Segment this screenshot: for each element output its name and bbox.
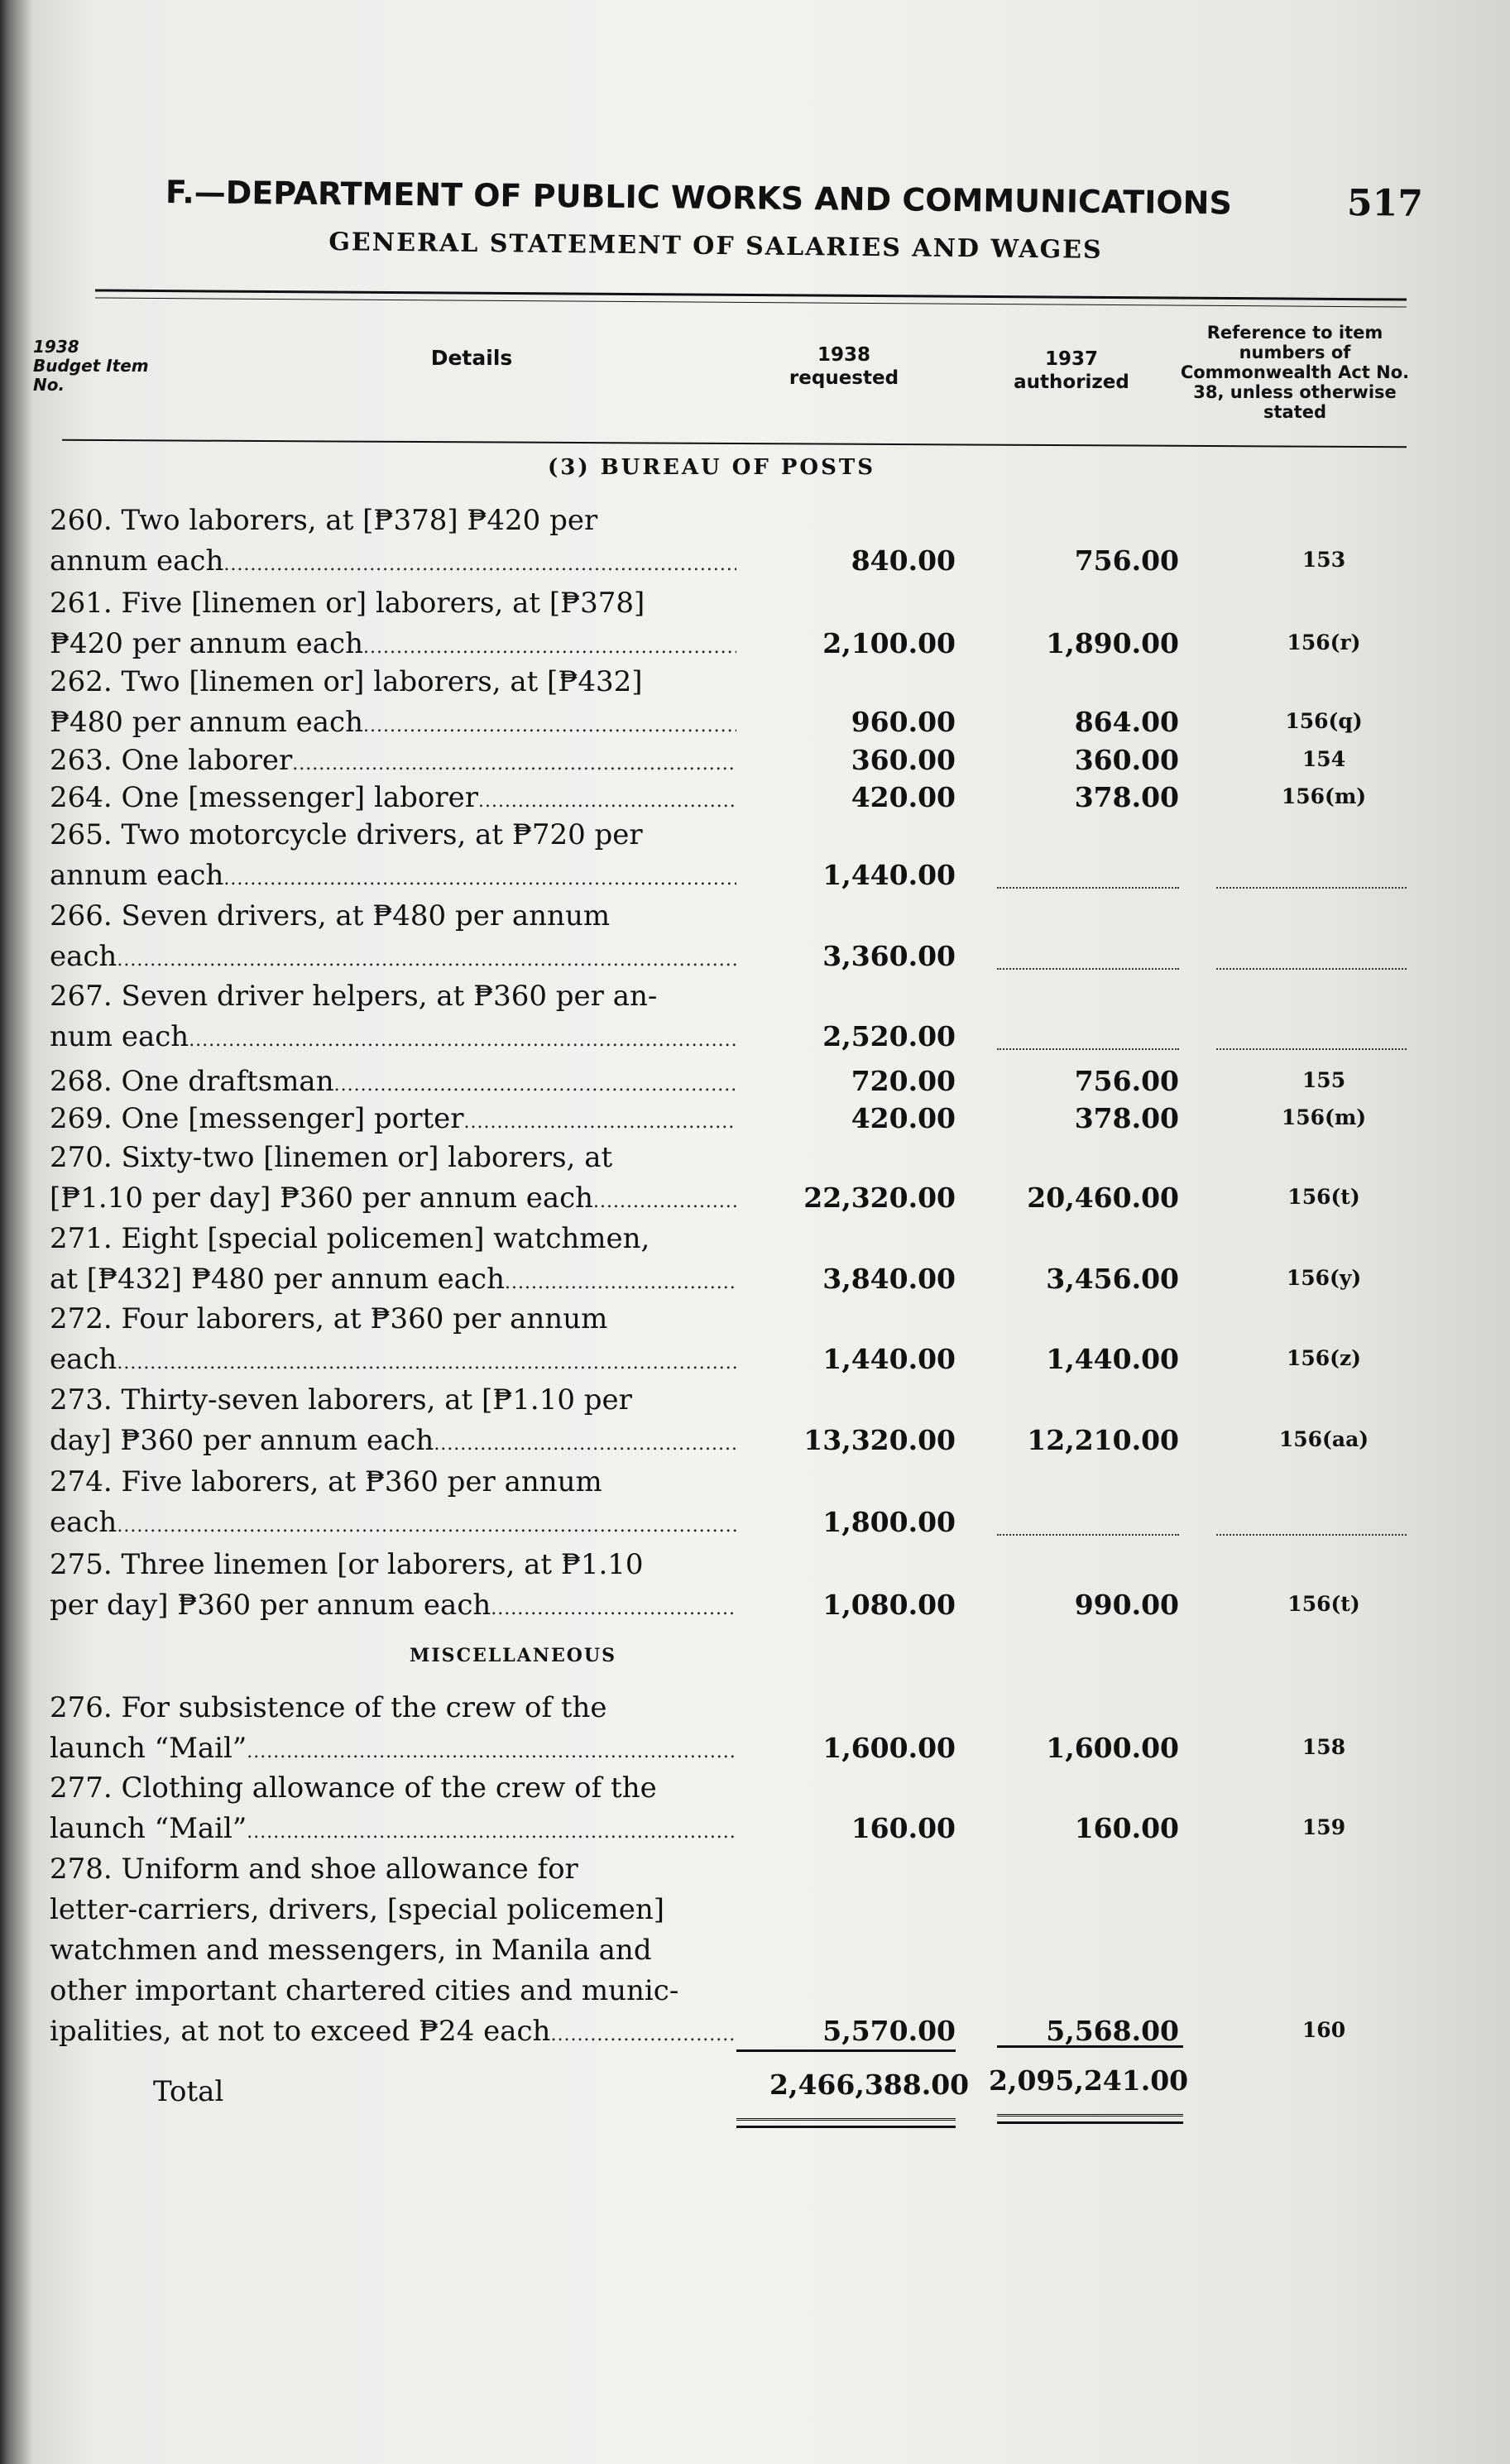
description-line: [₱1.10 per day] ₱360 per annum each ..... (50, 1178, 736, 1222)
description-line: ipalities, at not to exceed ₱24 each ..... (50, 2011, 736, 2055)
reference-item: 159 (1301, 1815, 1346, 1839)
requested-amount: 840.00 (851, 544, 956, 577)
authorized-amount: 1,600.00 (1046, 1732, 1179, 1764)
authorized-amount: 378.00 (1074, 1102, 1179, 1134)
description-line: launch “Mail” ..... (50, 1809, 736, 1853)
requested-amount: 160.00 (851, 1812, 956, 1844)
row-description (50, 1849, 736, 2055)
row-description (50, 662, 736, 746)
requested-amount: 1,600.00 (822, 1732, 956, 1764)
authorized-blank (997, 1047, 1179, 1050)
authorized-blank (997, 966, 1179, 970)
description-line: 265. Two motorcycle drivers, at ₱720 per (50, 818, 643, 851)
row-description (50, 976, 736, 1061)
page-number: 517 (1346, 181, 1424, 225)
reference-item: 153 (1301, 548, 1346, 572)
authorized-amount: 756.00 (1074, 544, 1179, 577)
reference-item: 156(t) (1287, 1592, 1360, 1616)
reference-blank (1216, 966, 1407, 970)
description-line: each ..... (50, 937, 736, 980)
description-line: 264. One [messenger] laborer ..... (50, 778, 736, 822)
description-line: 272. Four laborers, at ₱360 per annum (50, 1302, 608, 1335)
column-header-authorized: 1937 authorized (1014, 348, 1129, 393)
row-description (50, 1138, 736, 1222)
reference-item: 156(aa) (1278, 1427, 1369, 1451)
description-line: annum each ..... (50, 856, 736, 899)
reference-blank (1216, 1532, 1407, 1536)
requested-amount: 1,440.00 (822, 1343, 956, 1375)
description-line: 266. Seven drivers, at ₱480 per annum (50, 899, 611, 932)
sum-rule-authorized (997, 2045, 1183, 2048)
row-description (50, 1380, 736, 1464)
column-header-reference: Reference to item numbers of Commonwealth Act No. 38, unless otherwise stated (1180, 323, 1410, 422)
requested-amount: 3,360.00 (822, 940, 956, 972)
requested-amount: 420.00 (851, 1102, 956, 1134)
description-line: 276. For subsistence of the crew of the (50, 1691, 607, 1724)
description-line: 274. Five laborers, at ₱360 per annum (50, 1465, 602, 1498)
reference-item: 156(m) (1281, 784, 1367, 808)
description-line: day] ₱360 per annum each ..... (50, 1421, 736, 1464)
description-line: 269. One [messenger] porter ..... (50, 1099, 736, 1143)
requested-amount: 2,520.00 (822, 1020, 956, 1052)
description-line: 278. Uniform and shoe allowance for (50, 1853, 578, 1886)
row-description (50, 1299, 736, 1383)
row-description (50, 1099, 736, 1143)
description-line: annum each ..... (50, 541, 736, 585)
reference-item: 160 (1301, 2018, 1346, 2042)
reference-blank (1216, 1047, 1407, 1050)
description-line: each ..... (50, 1503, 736, 1546)
requested-amount: 2,100.00 (822, 627, 956, 659)
requested-amount: 720.00 (851, 1065, 956, 1097)
page-header (165, 170, 1423, 225)
requested-amount: 420.00 (851, 781, 956, 813)
requested-amount: 360.00 (851, 744, 956, 776)
description-line: 260. Two laborers, at [₱378] ₱420 per (50, 504, 598, 537)
total-authorized: 2,095,241.00 (989, 2064, 1189, 2097)
row-description (50, 1462, 736, 1546)
requested-amount: 13,320.00 (803, 1424, 956, 1456)
description-line: 273. Thirty-seven laborers, at [₱1.10 per (50, 1383, 632, 1417)
authorized-blank (997, 1532, 1179, 1536)
authorized-amount: 1,440.00 (1046, 1343, 1179, 1375)
description-line: launch “Mail” ..... (50, 1728, 736, 1772)
description-line: num each ..... (50, 1017, 736, 1061)
requested-amount: 1,800.00 (822, 1506, 956, 1538)
requested-amount: 1,440.00 (822, 859, 956, 891)
requested-amount: 960.00 (851, 706, 956, 738)
description-line: 267. Seven driver helpers, at ₱360 per an- (50, 980, 658, 1013)
requested-amount: 22,320.00 (803, 1182, 956, 1214)
total-double-rule-authorized (997, 2114, 1183, 2124)
total-requested: 2,466,388.00 (769, 2069, 970, 2101)
reference-item: 156(t) (1287, 1185, 1360, 1209)
row-description (50, 1688, 736, 1772)
reference-item: 156(q) (1285, 709, 1363, 733)
description-line: 277. Clothing allowance of the crew of the (50, 1771, 657, 1805)
requested-amount: 1,080.00 (822, 1589, 956, 1621)
authorized-amount: 3,456.00 (1046, 1263, 1179, 1295)
description-line: other important chartered cities and munic- (50, 1974, 679, 2007)
reference-item: 156(y) (1286, 1266, 1362, 1290)
requested-amount: 5,570.00 (822, 2015, 956, 2047)
description-line: each ..... (50, 1340, 736, 1383)
department-title: F.—DEPARTMENT OF PUBLIC WORKS AND COMMUNICATIONS (165, 174, 1233, 222)
authorized-blank (997, 885, 1179, 889)
requested-amount: 3,840.00 (822, 1263, 956, 1295)
description-line: 275. Three linemen [or laborers, at ₱1.10 (50, 1548, 644, 1581)
statement-title: GENERAL STATEMENT OF SALARIES AND WAGES (328, 228, 1103, 265)
reference-blank (1216, 885, 1407, 889)
authorized-amount: 378.00 (1074, 781, 1179, 813)
description-line: watchmen and messengers, in Manila and (50, 1934, 652, 1967)
reference-item: 156(m) (1281, 1105, 1367, 1129)
authorized-amount: 990.00 (1074, 1589, 1179, 1621)
description-line: letter-carriers, drivers, [special policemen] (50, 1893, 664, 1926)
description-line: ₱420 per annum each ..... (50, 624, 736, 668)
description-line: 263. One laborer ..... (50, 741, 736, 784)
authorized-amount: 20,460.00 (1027, 1182, 1179, 1214)
reference-item: 158 (1301, 1735, 1346, 1759)
description-line: per day] ₱360 per annum each ..... (50, 1585, 736, 1629)
description-line: 262. Two [linemen or] laborers, at [₱432] (50, 665, 643, 698)
row-description (50, 501, 736, 585)
reference-item: 156(r) (1287, 630, 1361, 654)
misc-title: MISCELLANEOUS (410, 1645, 616, 1666)
authorized-amount: 5,568.00 (1046, 2015, 1179, 2047)
authorized-amount: 1,890.00 (1046, 627, 1179, 659)
row-description (50, 815, 736, 899)
authorized-amount: 12,210.00 (1027, 1424, 1179, 1456)
description-line: 271. Eight [special policemen] watchmen, (50, 1222, 650, 1255)
column-header-details: Details (430, 346, 513, 370)
row-description (50, 583, 736, 668)
description-line: 270. Sixty-two [linemen or] laborers, at (50, 1141, 613, 1174)
column-header-item: 1938 Budget Item No. (33, 337, 149, 395)
description-line: 261. Five [linemen or] laborers, at [₱378] (50, 587, 645, 620)
row-description (50, 1545, 736, 1629)
description-line: 268. One draftsman ..... (50, 1062, 736, 1105)
column-header-requested: 1938 requested (789, 344, 899, 389)
row-description (50, 1219, 736, 1303)
total-label: Total (153, 2075, 224, 2108)
description-line: at [₱432] ₱480 per annum each ..... (50, 1259, 736, 1303)
description-line: ₱480 per annum each ..... (50, 702, 736, 746)
authorized-amount: 360.00 (1074, 744, 1179, 776)
authorized-amount: 756.00 (1074, 1065, 1179, 1097)
reference-item: 156(z) (1286, 1346, 1362, 1370)
header-rule (62, 439, 1407, 448)
reference-item: 155 (1301, 1068, 1346, 1092)
reference-item: 154 (1301, 747, 1346, 771)
authorized-amount: 864.00 (1074, 706, 1179, 738)
total-double-rule-requested (736, 2118, 956, 2128)
section-title: (3) BUREAU OF POSTS (548, 455, 875, 480)
sum-rule-requested (736, 2049, 956, 2052)
row-description (50, 1768, 736, 1853)
authorized-amount: 160.00 (1074, 1812, 1179, 1844)
row-description (50, 896, 736, 980)
